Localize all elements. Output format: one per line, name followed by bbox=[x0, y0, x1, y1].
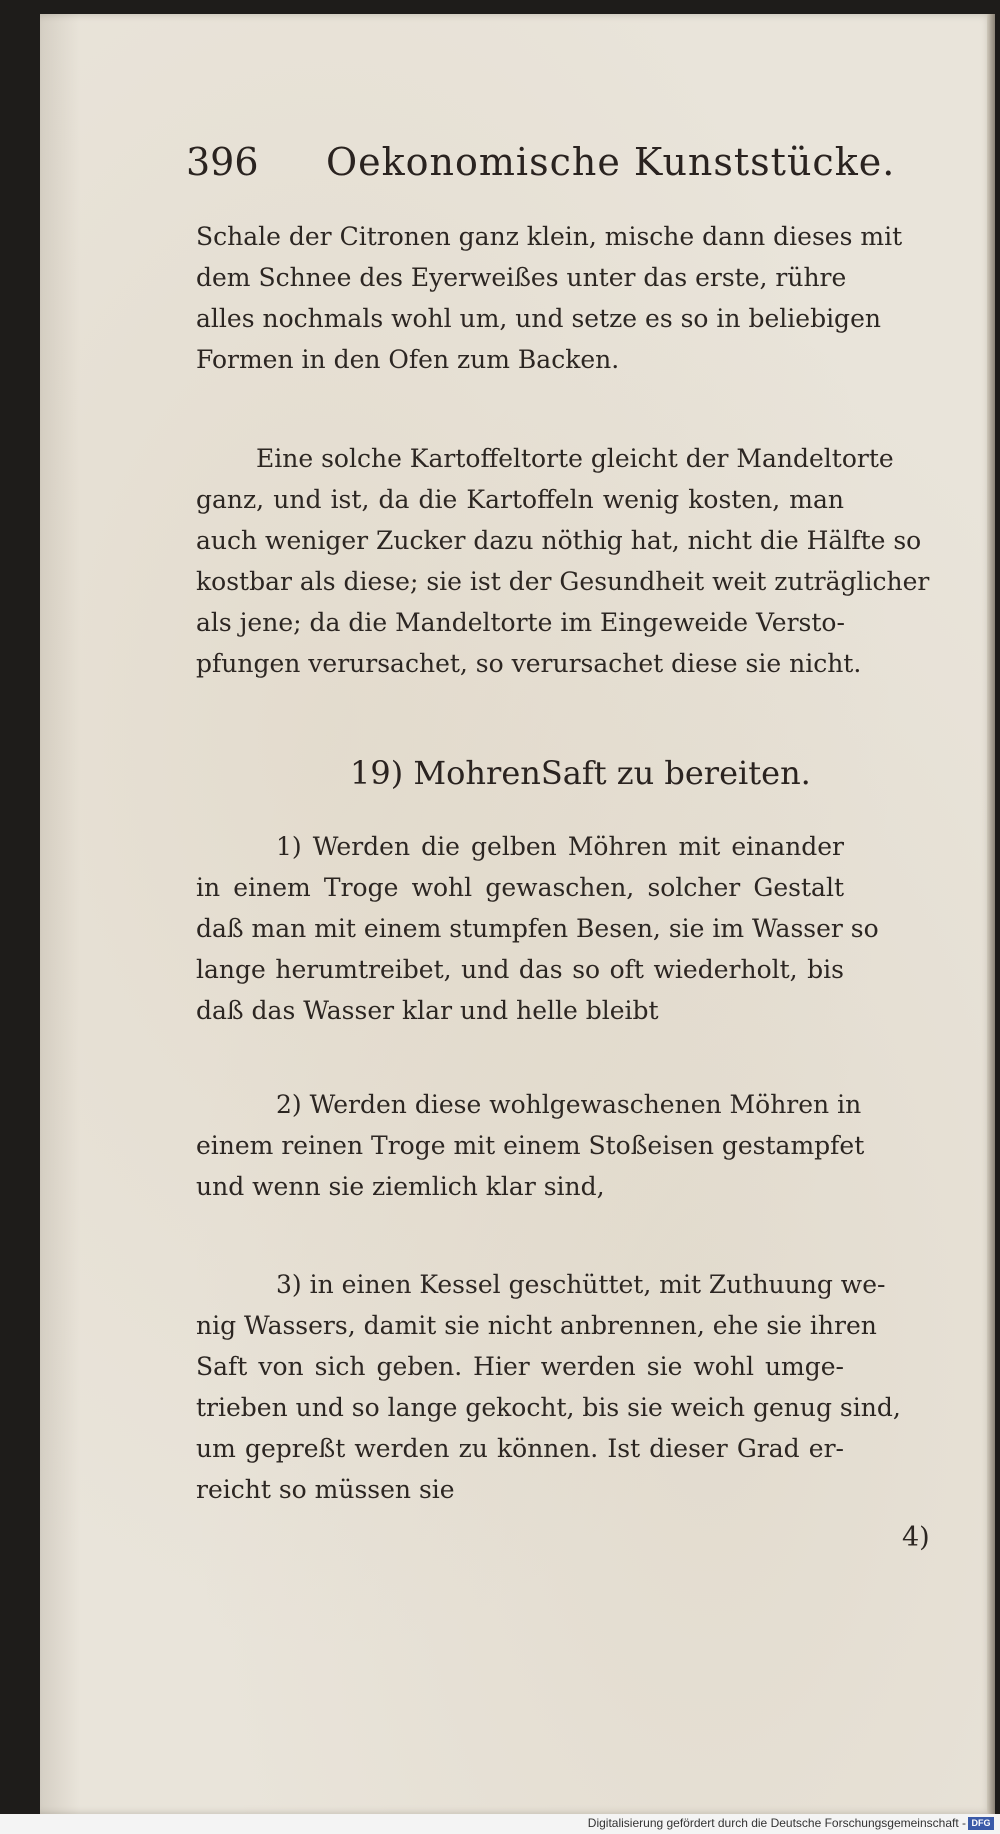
text-line: in einem Troge wohl gewaschen, solcher Gestalt bbox=[196, 873, 844, 902]
text-line: 3) in einen Kessel geschüttet, mit Zuthuung we- bbox=[276, 1270, 886, 1299]
running-head bbox=[186, 140, 896, 184]
text-line: dem Schnee des Eyerweißes unter das erste, rühre bbox=[196, 263, 847, 292]
text-line: Eine solche Kartoffeltorte gleicht der Mandeltorte bbox=[256, 444, 894, 473]
text-line: kostbar als diese; sie ist der Gesundheit weit zuträglicher bbox=[196, 567, 930, 596]
paragraph-3 bbox=[196, 826, 879, 1031]
paragraph-4 bbox=[196, 1084, 865, 1207]
page-number: 396 bbox=[186, 140, 259, 184]
paragraph-5 bbox=[196, 1264, 901, 1510]
text-line: auch weniger Zucker dazu nöthig hat, nicht die Hälfte so bbox=[196, 526, 922, 555]
text-line: trieben und so lange gekocht, bis sie weich genug sind, bbox=[196, 1393, 901, 1422]
text-line: lange herumtreibet, und das so oft wiederholt, bis bbox=[196, 955, 844, 984]
text-line: um gepreßt werden zu können. Ist dieser Grad er- bbox=[196, 1434, 844, 1463]
text-line: Formen in den Ofen zum Backen. bbox=[196, 345, 620, 374]
text-line: Schale der Citronen ganz klein, mische dann dieses mit bbox=[196, 222, 903, 251]
text-line: als jene; da die Mandeltorte im Eingeweide Versto- bbox=[196, 608, 845, 637]
text-line: ganz, und ist, da die Kartoffeln wenig kosten, man bbox=[196, 485, 844, 514]
text-line: daß man mit einem stumpfen Besen, sie im Wasser so bbox=[196, 914, 879, 943]
text-line: und wenn sie ziemlich klar sind, bbox=[196, 1172, 605, 1201]
section-heading: 19) MohrenSaft zu bereiten. bbox=[350, 754, 811, 792]
running-title: Oekonomische Kunststücke. bbox=[326, 140, 896, 184]
text-line: einem reinen Troge mit einem Stoßeisen gestampfet bbox=[196, 1131, 865, 1160]
text-line: 2) Werden diese wohlgewaschenen Möhren in bbox=[276, 1090, 862, 1119]
text-line: pfungen verursachet, so verursachet diese sie nicht. bbox=[196, 649, 862, 678]
text-line: nig Wassers, damit sie nicht anbrennen, ehe sie ihren bbox=[196, 1311, 877, 1340]
digitization-credit: Digitalisierung gefördert durch die Deutsche Forschungsgemeinschaft - bbox=[587, 1816, 966, 1830]
dfg-logo: DFG bbox=[968, 1817, 994, 1830]
text-line: Saft von sich geben. Hier werden sie wohl umge- bbox=[196, 1352, 844, 1381]
catchword: 4) bbox=[902, 1522, 930, 1553]
paragraph-1 bbox=[196, 216, 903, 380]
text-line: daß das Wasser klar und helle bleibt bbox=[196, 996, 659, 1025]
text-line: alles nochmals wohl um, und setze es so in beliebigen bbox=[196, 304, 881, 333]
text-line: 1) Werden die gelben Möhren mit einander bbox=[276, 832, 844, 861]
page-edge bbox=[987, 14, 995, 1814]
paragraph-2 bbox=[196, 438, 930, 684]
text-line: reicht so müssen sie bbox=[196, 1475, 455, 1504]
